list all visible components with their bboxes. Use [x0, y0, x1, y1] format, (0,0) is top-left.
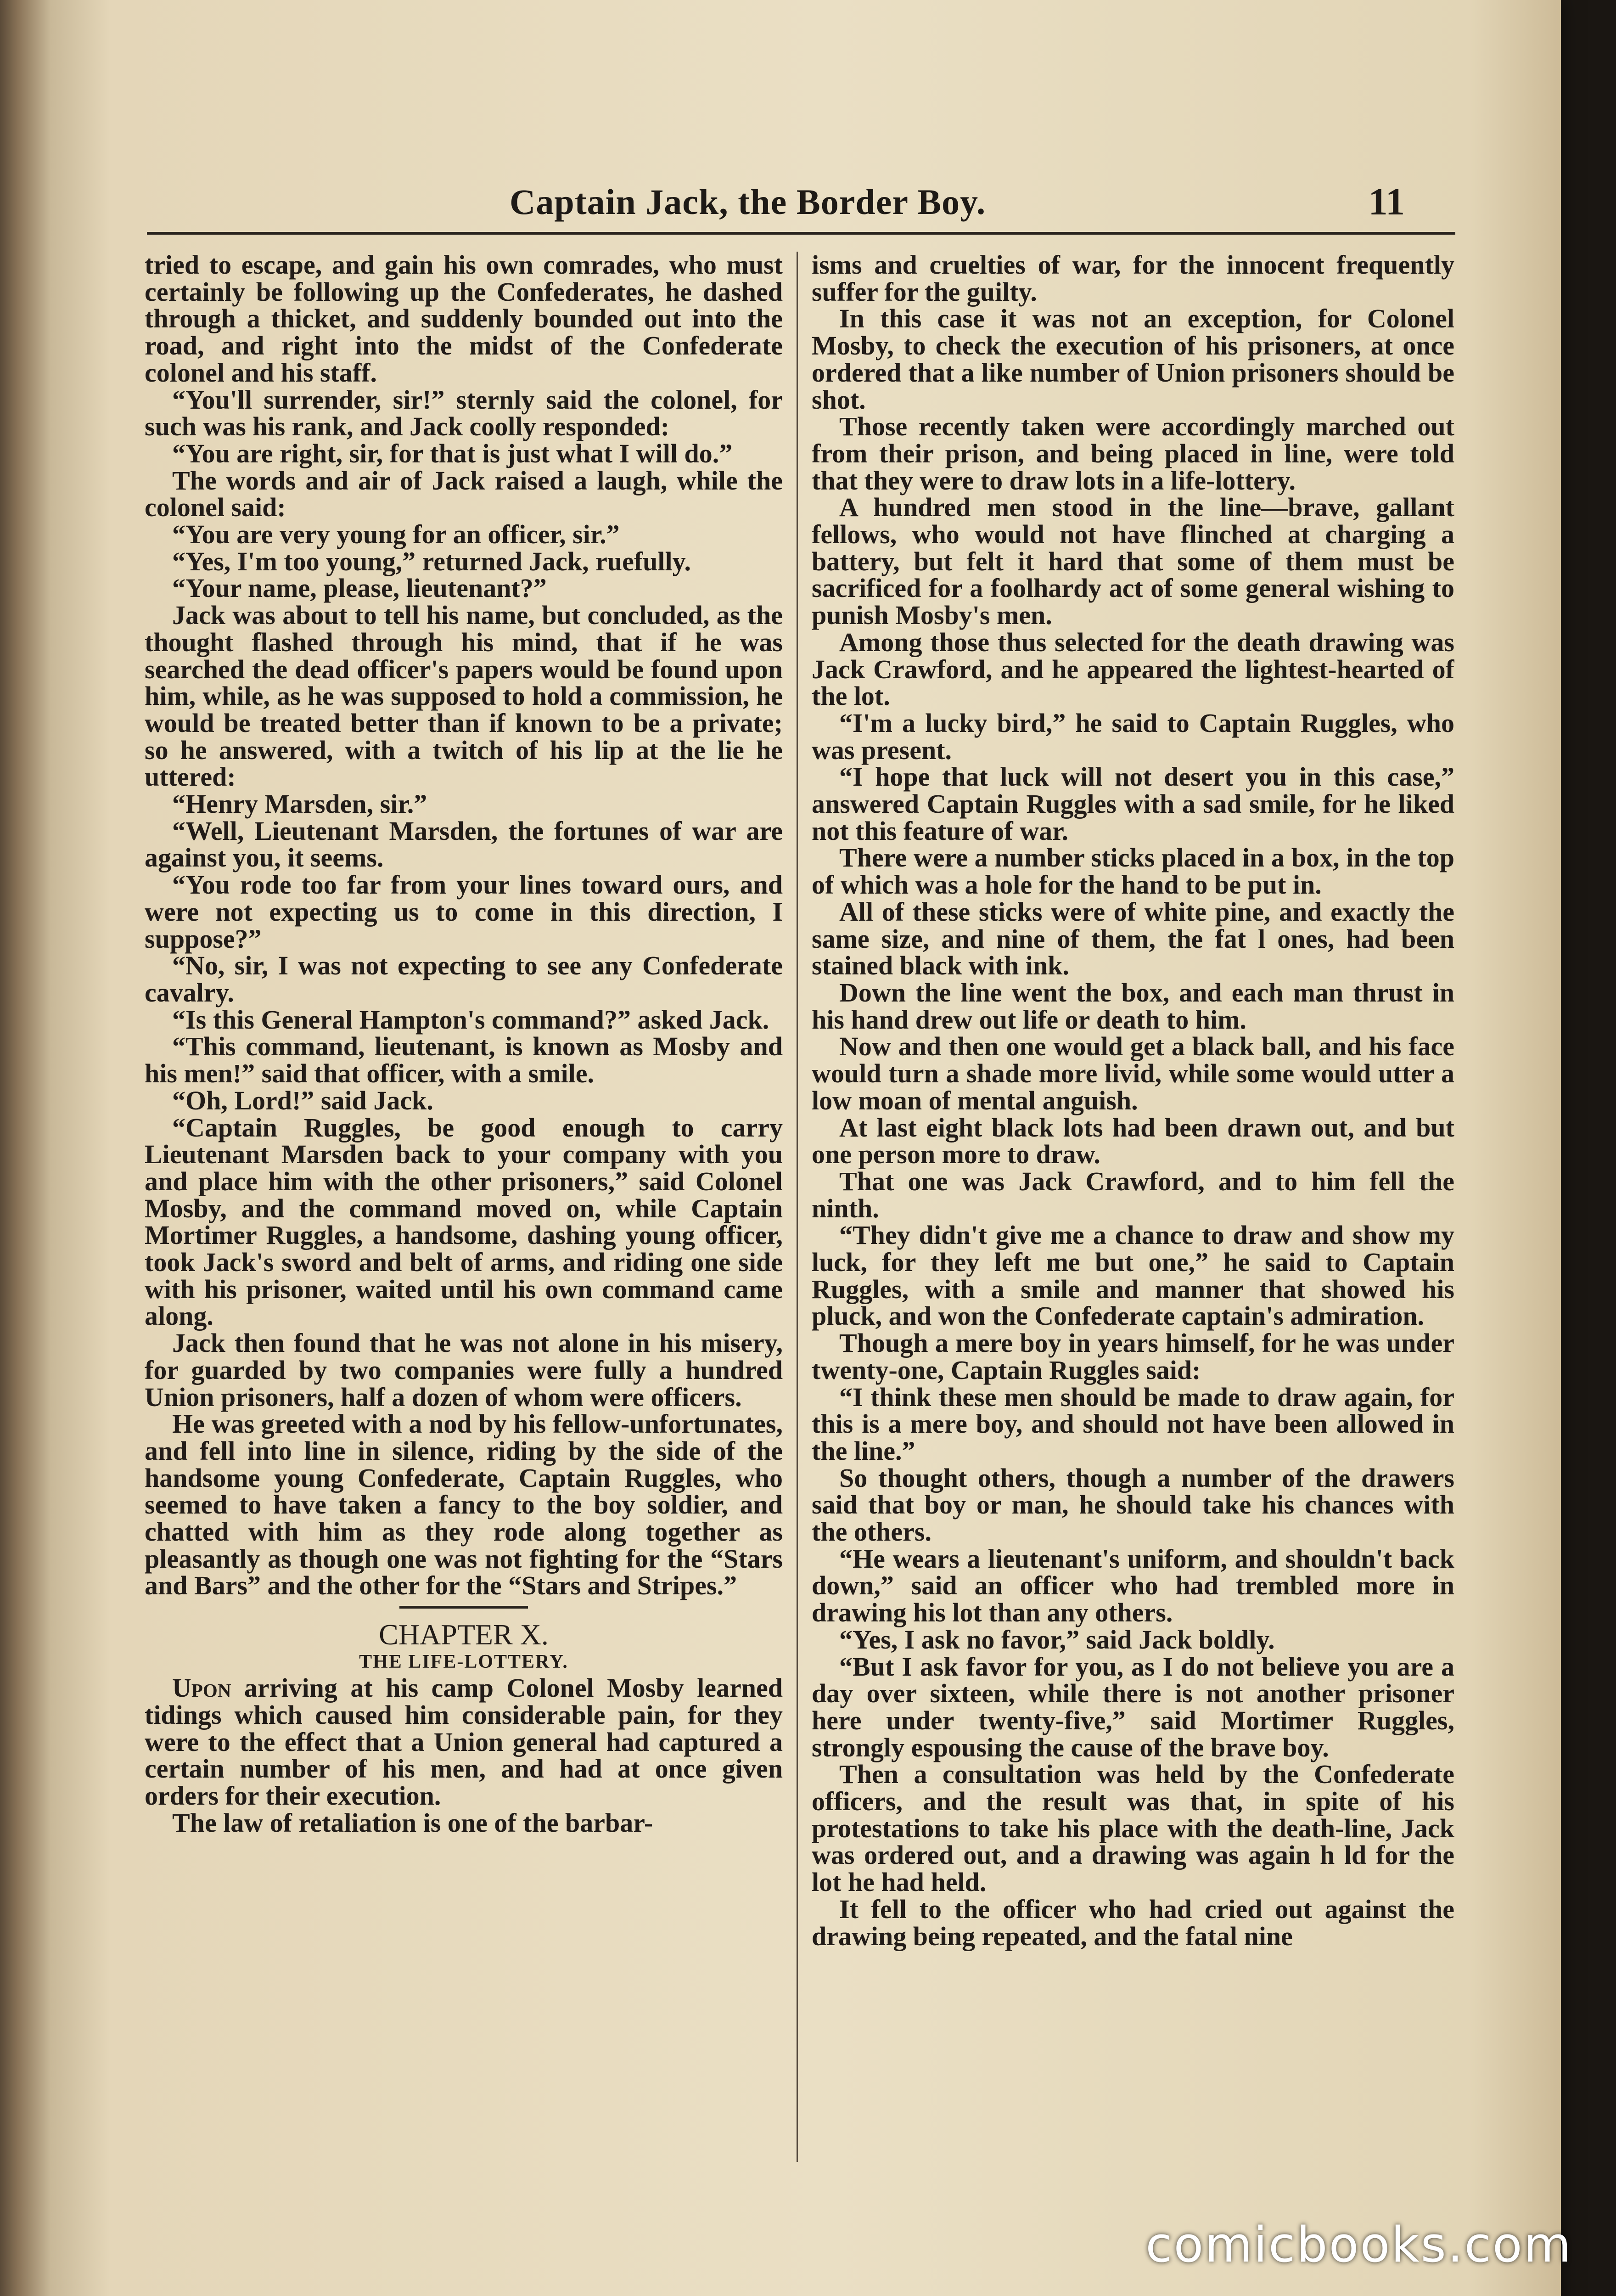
paragraph: Then a consultation was held by the Confederate officers, and the result was that, in spite of his protestations to take his place with the death-line, Jack was ordered out, and a drawing was again h ld for the lot he had held.	[812, 1759, 1454, 1897]
paragraph: There were a number sticks placed in a box, in the top of which was a hole for the hand to be put in.	[812, 843, 1454, 900]
paragraph: “Henry Marsden, sir.”	[172, 789, 427, 819]
paragraph: “You'll surrender, sir!” sternly said the colonel, for such was his rank, and Jack coolly responded:	[145, 384, 783, 442]
paragraph: “I hope that luck will not desert you in this case,” answered Captain Ruggles with a sad smile, for he liked not this feature of war.	[812, 762, 1454, 846]
paragraph: He was greeted with a nod by his fellow-unfortunates, and fell into line in silence, riding by the side of the handsome young Confederate, Captain Ruggles, who seemed to have taken a fancy to the boy soldier, and chatted with him as they rode along together as pleasantly as though one was not fighting for the “Stars and Bars” and the other for the “Stars and Stripes.”	[145, 1409, 783, 1601]
paragraph: Jack was about to tell his name, but concluded, as the thought flashed through his mind, that if he was searched the dead officer's papers would be found upon him, while, as he was supposed to hold a commission, he would be treated better than if known to be a private; so he answered, with a twitch of his lip at the lie he uttered:	[145, 600, 783, 792]
paragraph: “Well, Lieutenant Marsden, the fortunes of war are against you, it seems.	[145, 816, 783, 873]
paragraph: Jack then found that he was not alone in his misery, for guarded by two companies were fully a hundred Union prisoners, half a dozen of whom were officers.	[145, 1328, 783, 1412]
paragraph: “Yes, I'm too young,” returned Jack, ruefully.	[172, 546, 691, 576]
paragraph: “They didn't give me a chance to draw and show my luck, for they left me but one,” he said to Captain Ruggles, with a smile and manner that showed his pluck, and won the Confederate captain's admiration.	[812, 1220, 1454, 1331]
paragraph: “But I ask favor for you, as I do not believe you are a day over sixteen, while there is not another prisoner here under twenty-five,” said Mortimer Ruggles, strongly espousing the cause of the brave boy.	[812, 1651, 1454, 1762]
paragraph: Though a mere boy in years himself, for he was under twenty-one, Captain Ruggles said:	[812, 1328, 1454, 1385]
paragraph: Those recently taken were accordingly marched out from their prison, and being placed in line, were told that they were to draw lots in a life-lottery.	[812, 411, 1454, 495]
watermark: comicbooks.com	[1145, 2217, 1572, 2273]
paragraph: “Oh, Lord!” said Jack.	[172, 1085, 433, 1115]
paragraph: A hundred men stood in the line—brave, gallant fellows, who would not have flinched at charging a battery, but felt it hard that some of them must be sacrificed for a foolhardy act of some general wishing to punish Mosby's men.	[812, 492, 1454, 630]
paragraph: “I think these men should be made to draw again, for this is a mere boy, and should not have been allowed in the line.”	[812, 1382, 1454, 1466]
paragraph: “Is this General Hampton's command?” asked Jack.	[172, 1004, 769, 1035]
paragraph: “You rode too far from your lines toward ours, and were not expecting us to come in this direction, I suppose?”	[145, 870, 783, 954]
paragraph: “No, sir, I was not expecting to see any Confederate cavalry.	[145, 951, 783, 1007]
paragraph: The words and air of Jack raised a laugh, while the colonel said:	[145, 465, 783, 523]
chapter-subtitle: THE LIFE-LOTTERY.	[359, 1651, 568, 1673]
paragraph: “Your name, please, lieutenant?”	[172, 573, 547, 603]
paragraph: “Yes, I ask no favor,” said Jack boldly.	[839, 1624, 1275, 1654]
paragraph: “This command, lieutenant, is known as Mosby and his men!” said that officer, with a smile.	[145, 1031, 783, 1089]
paragraph: All of these sticks were of white pine, and exactly the same size, and nine of them, the fat l ones, had been stained black with ink.	[812, 896, 1454, 981]
paragraph: Down the line went the box, and each man thrust in his hand drew out life or death to him.	[812, 977, 1454, 1035]
paragraph: “He wears a lieutenant's uniform, and shouldn't back down,” said an officer who had trembled more in drawing his lot than any others.	[812, 1543, 1454, 1628]
left-column	[145, 252, 783, 2167]
paragraph: tried to escape, and gain his own comrades, who must certainly be following up the Confederates, he dashed through a thicket, and suddenly bounded out into the road, and right into the midst of the Confederate colonel and his staff.	[145, 252, 783, 388]
header-rule	[147, 232, 1455, 235]
paragraph: It fell to the officer who had cried out against the drawing being repeated, and the fatal nine	[812, 1894, 1454, 1951]
paragraph: The law of retaliation is one of the barbar-	[172, 1807, 653, 1838]
chapter-title: CHAPTER X.	[379, 1618, 549, 1651]
paragraph: So thought others, though a number of the drawers said that boy or man, he should take his chances with the others.	[812, 1463, 1454, 1547]
paragraph: “I'm a lucky bird,” he said to Captain Ruggles, who was present.	[812, 708, 1454, 765]
paragraph: Now and then one would get a black ball, and his face would turn a shade more livid, while some would utter a low moan of mental anguish.	[812, 1031, 1454, 1115]
paragraph: “You are right, sir, for that is just what I will do.”	[172, 438, 733, 468]
chapter-lead-word: Upon	[172, 1673, 231, 1703]
chapter-rule	[399, 1606, 528, 1609]
chapter-opening-paragraph	[145, 1675, 783, 1810]
paragraph: That one was Jack Crawford, and to him fell the ninth.	[812, 1166, 1454, 1223]
page-header	[147, 177, 1455, 232]
column-divider	[797, 252, 798, 2162]
paragraph: In this case it was not an exception, for Colonel Mosby, to check the execution of his prisoners, at once ordered that a like number of Union prisoners should be shot.	[812, 304, 1454, 415]
running-title: Captain Jack, the Border Boy.	[510, 182, 986, 222]
page-number: 11	[1368, 180, 1405, 223]
paragraph: isms and cruelties of war, for the innocent frequently suffer for the guilty.	[812, 252, 1454, 307]
paragraph: “Captain Ruggles, be good enough to carry Lieutenant Marsden back to your company with you and place him with the other prisoners,” said Colonel Mosby, and the command moved on, while Captain Mortimer Ruggles, a handsome, dashing young officer, took Jack's sword and belt of arms, and riding one side with his prisoner, waited until his own command came along.	[145, 1112, 783, 1331]
paragraph: Among those thus selected for the death drawing was Jack Crawford, and he appeared the lightest-hearted of the lot.	[812, 627, 1454, 711]
chapter-opening-text: arriving at his camp Colonel Mosby learned tidings which caused him considerable pain, for they were to the effect that a Union general had captured a certain number of his men, and had at once given orders for their execution.	[145, 1673, 783, 1811]
right-column	[812, 252, 1454, 2167]
paragraph: “You are very young for an officer, sir.”	[172, 519, 620, 550]
paragraph: At last eight black lots had been drawn out, and but one person more to draw.	[812, 1112, 1454, 1170]
